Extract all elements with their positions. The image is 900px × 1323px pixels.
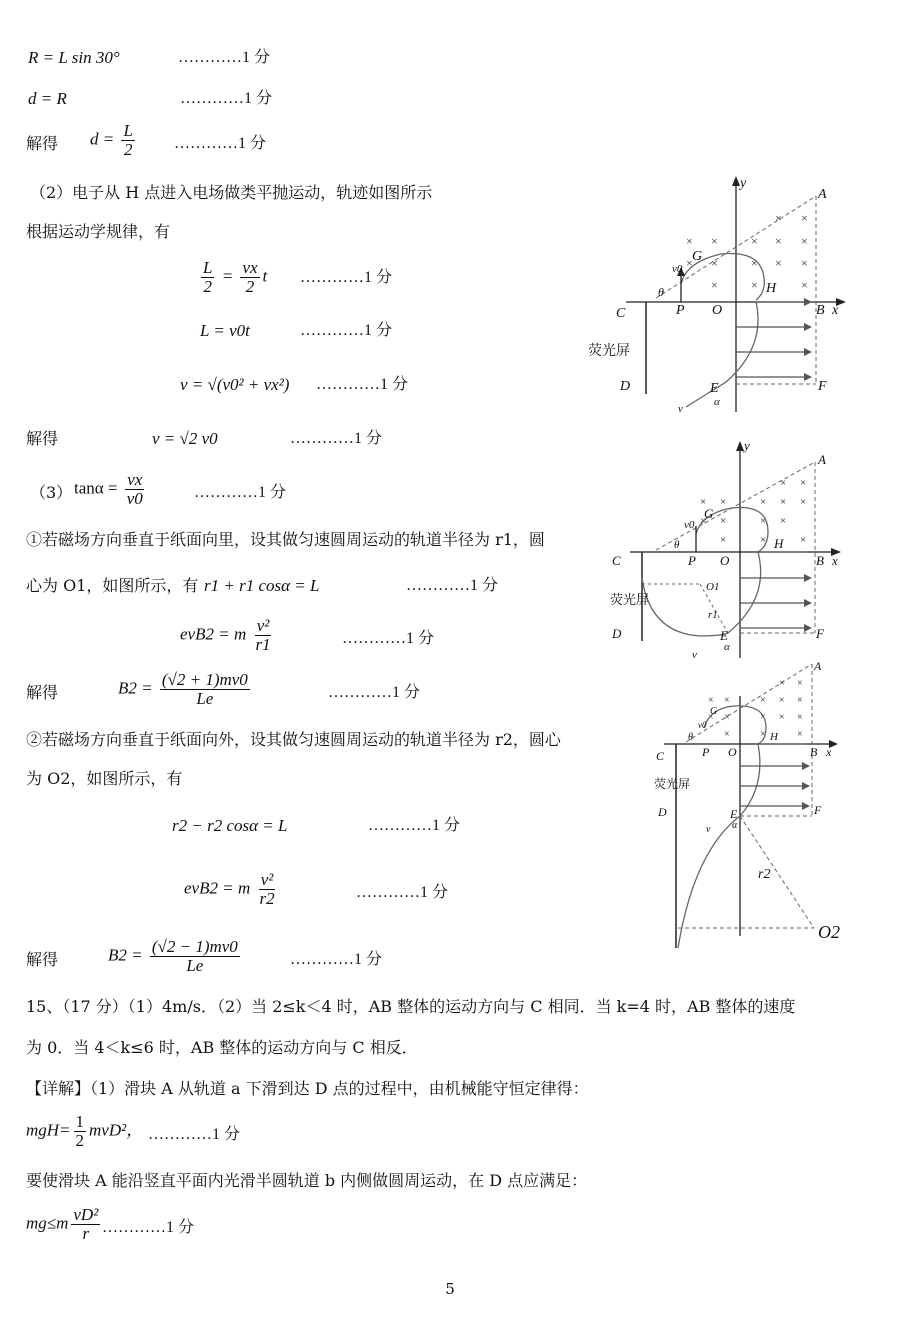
svg-text:×: × bbox=[708, 712, 714, 723]
svg-text:×: × bbox=[751, 234, 758, 248]
r2-label: r2 bbox=[758, 867, 771, 882]
q15-condition: 要使滑块 A 能沿竖直平面内光滑半圆轨道 b 内侧做圆周运动，在 D 点应满足： bbox=[26, 1171, 588, 1190]
v-label: v bbox=[706, 824, 711, 835]
alpha-label: α bbox=[732, 820, 738, 831]
origin-label: O bbox=[712, 303, 723, 318]
case2-intro: ②若磁场方向垂直于纸面向外，设其做匀速圆周运动的轨道半径为 r2，圆心 bbox=[26, 730, 561, 749]
point-p-label: P bbox=[688, 553, 696, 568]
point-e-label: E bbox=[730, 807, 738, 821]
page-number: 5 bbox=[445, 1280, 455, 1298]
score-1: …………1 分 bbox=[178, 49, 271, 66]
svg-text:×: × bbox=[797, 678, 803, 689]
eq-evb2-r2: evB2 = m $\frac{\text{v²}}{r2}$ bbox=[184, 870, 275, 908]
eq-r-lsin30: R = L sin 30° bbox=[28, 48, 120, 67]
svg-text:×: × bbox=[700, 496, 707, 508]
svg-text:×: × bbox=[760, 695, 766, 706]
point-f-label: F bbox=[816, 626, 824, 641]
case2-center: 为 O2，如图所示，有 bbox=[26, 769, 183, 788]
q15-answer-line2: 为 0．当 4＜k≤6 时，AB 整体的运动方向与 C 相反． bbox=[26, 1038, 418, 1057]
eq-d-l-over-2: d = $\frac{L}{2}$ bbox=[90, 121, 133, 159]
svg-text:×: × bbox=[800, 477, 807, 489]
y-axis-label: y bbox=[744, 438, 750, 453]
svg-text:×: × bbox=[751, 278, 758, 292]
case1-intro: ①若磁场方向垂直于纸面向里，设其做匀速圆周运动的轨道半径为 r1，圆 bbox=[26, 530, 545, 549]
score-4: …………1 分 bbox=[300, 269, 393, 286]
eq-tan-alpha: tanα = $\frac{vx}{v0}$ bbox=[74, 470, 143, 508]
point-p-label: P bbox=[702, 745, 710, 759]
score-9: …………1 分 bbox=[406, 577, 499, 594]
v-label: v bbox=[678, 403, 683, 415]
svg-text:×: × bbox=[724, 712, 730, 723]
svg-text:×: × bbox=[800, 496, 807, 508]
svg-text:×: × bbox=[779, 695, 785, 706]
figure-case2-magnetic-field bbox=[654, 656, 854, 956]
svg-text:×: × bbox=[686, 256, 693, 270]
svg-text:×: × bbox=[800, 534, 807, 546]
svg-text:×: × bbox=[779, 712, 785, 723]
svg-text:×: × bbox=[711, 234, 718, 248]
part3-label: （3） bbox=[30, 483, 73, 502]
eq-v-sqrt: v = √(v0² + vx²) bbox=[180, 375, 290, 394]
eq-energy: mgH= $\frac{1}{2}$ mvD²， bbox=[26, 1112, 144, 1150]
x-axis-label: x bbox=[832, 553, 838, 568]
svg-text:×: × bbox=[760, 515, 767, 527]
point-g-label: G bbox=[704, 506, 714, 521]
point-d-label: D bbox=[620, 379, 631, 394]
svg-text:×: × bbox=[775, 211, 782, 225]
eq-l-v0t: L = v0t bbox=[200, 321, 250, 340]
point-c-label: C bbox=[656, 749, 665, 763]
score-16: …………1 分 bbox=[102, 1219, 195, 1236]
score-8: …………1 分 bbox=[194, 484, 287, 501]
alpha-label: α bbox=[724, 641, 730, 653]
x-axis-label: x bbox=[826, 745, 832, 759]
q15-detail-intro: 【详解】（1）滑块 A 从轨道 a 下滑到达 D 点的过程中，由机械能守恒定律得： bbox=[26, 1079, 589, 1098]
point-c-label: C bbox=[616, 306, 626, 321]
svg-text:×: × bbox=[720, 515, 727, 527]
score-14: …………1 分 bbox=[290, 951, 383, 968]
score-5: …………1 分 bbox=[300, 322, 393, 339]
o2-label: O2 bbox=[818, 922, 840, 942]
fraction: $\frac{L}{2}$ bbox=[123, 121, 133, 159]
theta-label: θ bbox=[674, 539, 680, 551]
eq-r1-sum: r1 + r1 cosα = L bbox=[204, 576, 320, 595]
point-e-label: E bbox=[720, 628, 728, 643]
origin-label: O bbox=[728, 745, 737, 759]
theta-label: θ bbox=[658, 285, 664, 299]
svg-text:×: × bbox=[724, 729, 730, 740]
point-c-label: C bbox=[612, 553, 621, 568]
point-g-label: G bbox=[692, 249, 703, 264]
svg-text:×: × bbox=[779, 678, 785, 689]
eq-b2-plus: B2 = $\frac{(√2 + 1)mv0}{Le}$ bbox=[118, 670, 248, 708]
v0-label: v0 bbox=[698, 720, 707, 730]
score-7: …………1 分 bbox=[290, 430, 383, 447]
screen-label: 荧光屏 bbox=[654, 777, 691, 791]
point-g-label: G bbox=[710, 706, 718, 717]
svg-text:×: × bbox=[686, 234, 693, 248]
screen-label: 荧光屏 bbox=[588, 344, 630, 359]
svg-text:×: × bbox=[801, 278, 808, 292]
eq-circular-cond: mg≤m $\frac{\text{vD²}}{r}$ bbox=[26, 1205, 99, 1243]
alpha-label: α bbox=[714, 396, 720, 408]
r1-label: r1 bbox=[708, 609, 718, 621]
kinematics-intro: 根据运动学规律，有 bbox=[26, 222, 171, 241]
point-d-label: D bbox=[658, 805, 667, 819]
svg-text:×: × bbox=[760, 496, 767, 508]
score-15: …………1 分 bbox=[148, 1126, 241, 1143]
point-b-label: B bbox=[816, 303, 825, 318]
solve-label-3: 解得 bbox=[26, 683, 59, 702]
score-6: …………1 分 bbox=[316, 376, 409, 393]
svg-text:×: × bbox=[797, 712, 803, 723]
svg-text:×: × bbox=[801, 211, 808, 225]
eq-b2-minus: B2 = $\frac{(√2 - 1)mv0}{Le}$ bbox=[108, 937, 238, 975]
point-b-label: B bbox=[810, 745, 818, 759]
svg-text:×: × bbox=[801, 256, 808, 270]
point-d-label: D bbox=[612, 626, 622, 641]
q15-answer-line1: 15、（17 分）（1）4m/s．（2）当 2≤k＜4 时，AB 整体的运动方向与 C 相同．当 k=4 时，AB 整体的速度 bbox=[26, 997, 796, 1016]
eq-r2-diff: r2 − r2 cosα = L bbox=[172, 816, 288, 835]
point-b-label: B bbox=[816, 553, 824, 568]
solve-label-1: 解得 bbox=[26, 134, 59, 153]
svg-text:×: × bbox=[780, 477, 787, 489]
svg-text:×: × bbox=[760, 712, 766, 723]
y-axis-label: y bbox=[740, 176, 747, 191]
eq-v-result: v = √2 v0 bbox=[152, 429, 218, 448]
svg-text:×: × bbox=[720, 496, 727, 508]
x-axis-label: x bbox=[832, 303, 839, 318]
svg-text:×: × bbox=[700, 515, 707, 527]
svg-text:×: × bbox=[780, 515, 787, 527]
point-h-label: H bbox=[770, 731, 778, 743]
score-12: …………1 分 bbox=[368, 817, 461, 834]
figure-case1-magnetic-field bbox=[610, 438, 858, 663]
point-e-label: E bbox=[710, 381, 719, 396]
point-f-label: F bbox=[814, 803, 822, 817]
point-p-label: P bbox=[676, 303, 685, 318]
score-3: …………1 分 bbox=[174, 135, 267, 152]
eq-evb2-r1: evB2 = m $\frac{\text{v²}}{r1}$ bbox=[180, 616, 271, 654]
score-10: …………1 分 bbox=[342, 630, 435, 647]
svg-text:×: × bbox=[724, 695, 730, 706]
svg-text:×: × bbox=[720, 534, 727, 546]
score-13: …………1 分 bbox=[356, 884, 449, 901]
v0-label: v0 bbox=[672, 263, 683, 275]
theta-label: θ bbox=[688, 732, 693, 743]
svg-text:×: × bbox=[775, 256, 782, 270]
o1-label: O1 bbox=[706, 581, 720, 593]
svg-text:×: × bbox=[801, 234, 808, 248]
svg-text:×: × bbox=[711, 278, 718, 292]
point-f-label: F bbox=[818, 379, 827, 394]
score-2: …………1 分 bbox=[180, 90, 273, 107]
score-11: …………1 分 bbox=[328, 684, 421, 701]
point-a-label: A bbox=[818, 452, 826, 467]
svg-text:×: × bbox=[797, 695, 803, 706]
v-label: v bbox=[692, 649, 697, 661]
origin-label: O bbox=[720, 553, 730, 568]
point-h-label: H bbox=[766, 281, 777, 296]
point-h-label: H bbox=[774, 536, 784, 551]
svg-text:×: × bbox=[760, 729, 766, 740]
v0-label: v0 bbox=[684, 519, 695, 531]
point-a-label: A bbox=[818, 187, 827, 202]
svg-text:×: × bbox=[751, 256, 758, 270]
figure-electric-field-trajectory bbox=[586, 172, 856, 417]
solve-label-4: 解得 bbox=[26, 950, 59, 969]
case1-center: 心为 O1，如图所示，有 bbox=[26, 576, 199, 595]
screen-label: 荧光屏 bbox=[610, 592, 650, 607]
part2-intro: （2）电子从 H 点进入电场做类平抛运动，轨迹如图所示 bbox=[30, 183, 433, 202]
eq-d-r: d = R bbox=[28, 89, 67, 108]
svg-text:×: × bbox=[780, 496, 787, 508]
svg-text:×: × bbox=[775, 234, 782, 248]
svg-text:×: × bbox=[708, 695, 714, 706]
svg-text:×: × bbox=[797, 729, 803, 740]
svg-text:×: × bbox=[760, 534, 767, 546]
solve-label-2: 解得 bbox=[26, 429, 59, 448]
point-a-label: A bbox=[814, 659, 822, 673]
svg-text:×: × bbox=[711, 256, 718, 270]
eq-half-l: $\frac{L}{2}$ = $\frac{vx}{2}$ t bbox=[203, 258, 268, 296]
